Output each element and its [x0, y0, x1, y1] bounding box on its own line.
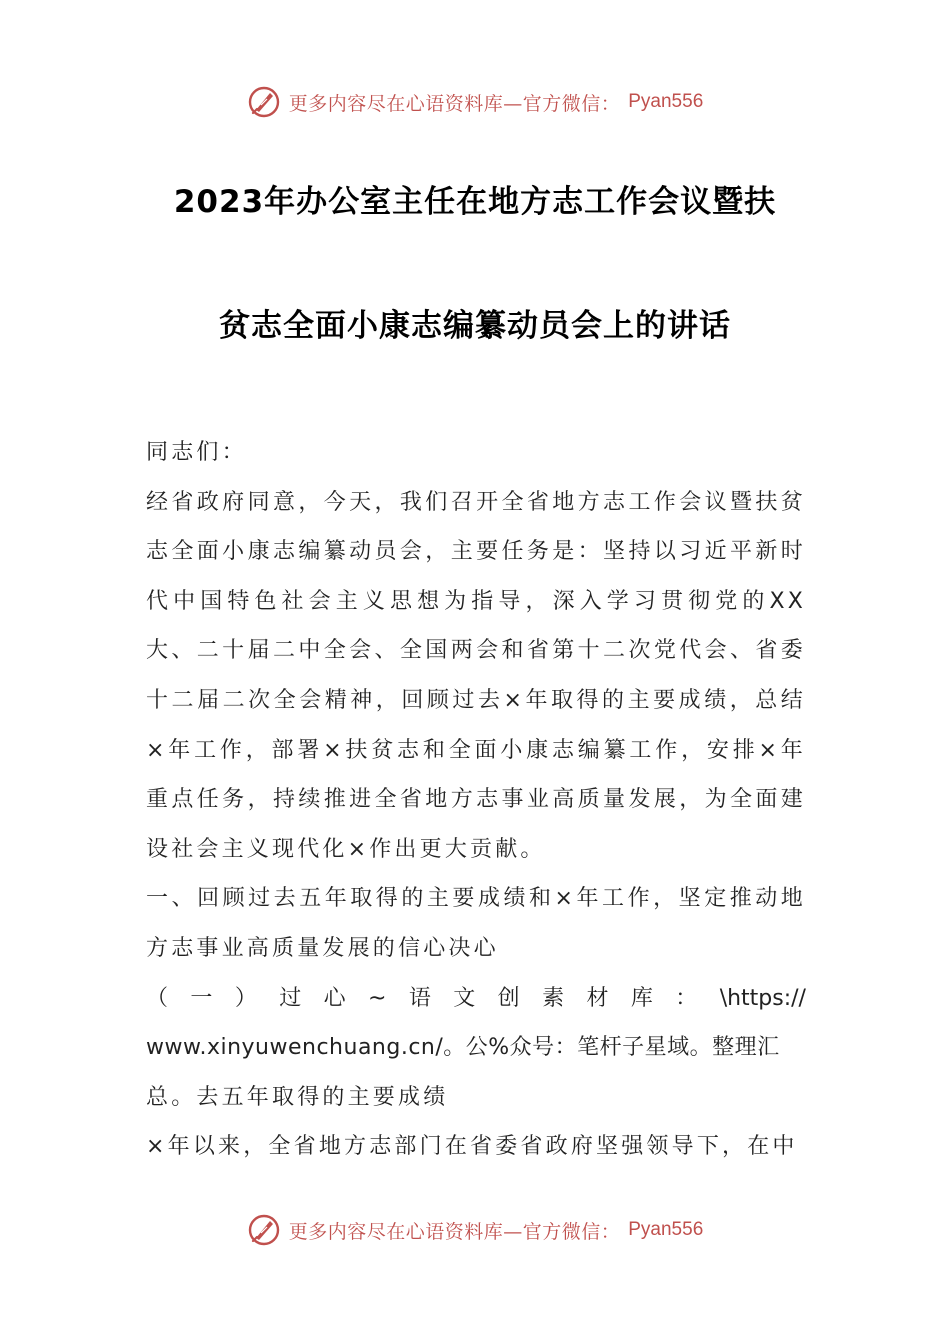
- paragraph-2: ×年以来，全省地方志部门在省委省政府坚强领导下，在中: [146, 1134, 798, 1160]
- quill-pen-icon: [247, 1213, 281, 1247]
- subheading-char: 过: [279, 985, 302, 1011]
- subheading-url-start: \https://: [719, 985, 806, 1011]
- subheading-char: 库: [630, 985, 653, 1011]
- subheading-char: 一: [190, 985, 213, 1011]
- header-banner: [0, 82, 950, 122]
- footer-banner: [0, 1210, 950, 1250]
- url-line: www.xinyuwenchuang.cn/。公%众号：笔杆子星域。整理汇: [146, 1035, 780, 1061]
- subheading-char: ：: [675, 985, 698, 1011]
- document-title-line-2: 贫志全面小康志编纂动员会上的讲话: [219, 308, 731, 344]
- subheading-char: ~: [368, 985, 387, 1011]
- wechat-id: Pyan556: [628, 1219, 704, 1240]
- subheading-char: （: [146, 985, 169, 1011]
- banner-text: 更多内容尽在心语资料库—官方微信：: [288, 92, 621, 115]
- banner-text: 更多内容尽在心语资料库—官方微信：: [288, 1220, 621, 1243]
- subheading-char: 心: [323, 985, 346, 1011]
- section-heading-1: 一、回顾过去五年取得的主要成绩和×年工作，坚定推动地方志事业高质量发展的信心决心: [146, 886, 806, 961]
- quill-pen-icon: [247, 85, 281, 119]
- paragraph-1: 经省政府同意，今天，我们召开全省地方志工作会议暨扶贫志全面小康志编纂动员会，主要任务是：坚持以习近平新时代中国特色社会主义思想为指导，深入学习贯彻党的XX大、二十届二中全会、全国两会和省第十二次党代会、省委十二届二次全会精神，回顾过去×年取得的主要成绩，总结×年工作，部署×扶贫志和全面小康志编纂工作，安排×年重点任务，持续推进全省地方志事业高质量发展，为全面建设社会主义现代化×作出更大贡献。: [146, 489, 806, 862]
- salutation: 同志们：: [146, 440, 247, 465]
- url-line-end: 总。去五年取得的主要成绩: [146, 1084, 449, 1110]
- subheading-char: 创: [497, 985, 520, 1011]
- subheading-char: 语: [408, 985, 431, 1011]
- document-body: [146, 428, 806, 1172]
- subheading-char: 文: [453, 985, 476, 1011]
- document-title-line-1: 2023年办公室主任在地方志工作会议暨扶: [173, 184, 777, 220]
- subheading-char: ）: [234, 985, 257, 1011]
- subheading-char: 素: [542, 985, 565, 1011]
- subheading-char: 材: [586, 985, 609, 1011]
- subheading-1: [146, 974, 806, 1024]
- wechat-id: Pyan556: [628, 91, 704, 112]
